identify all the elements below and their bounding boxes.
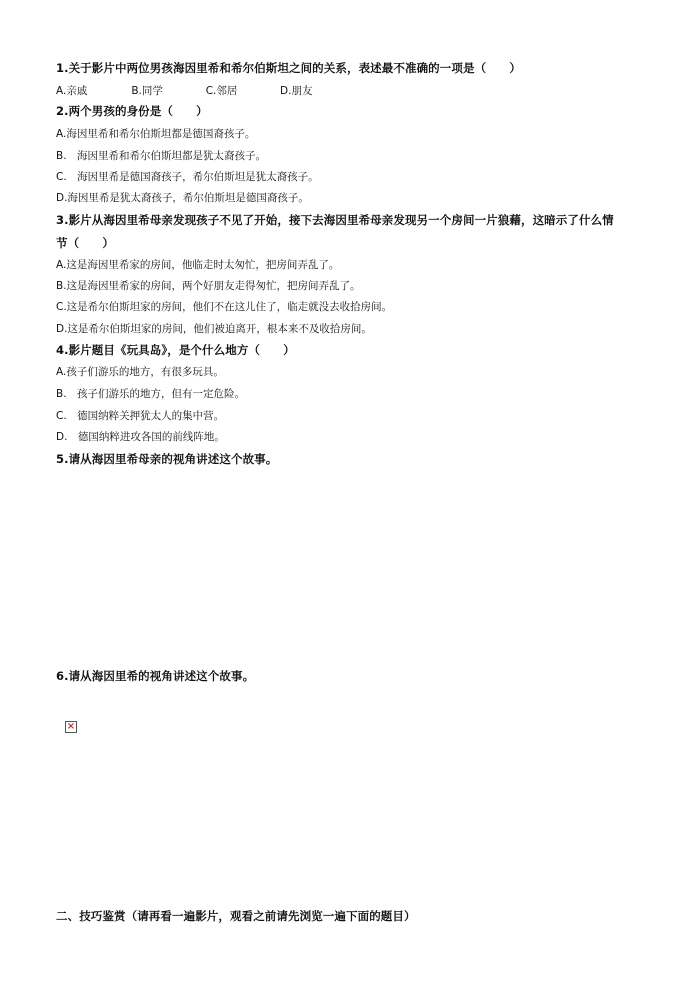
broken-image-icon: × <box>66 721 76 732</box>
q2-option-d: D.海因里希是犹太裔孩子，希尔伯斯坦是德国裔孩子。 <box>56 192 309 204</box>
q4-option-d: D. 德国纳粹进攻各国的前线阵地。 <box>56 431 225 443</box>
question-2-text: 2.两个男孩的身份是（ ） <box>56 104 208 118</box>
section-2-heading: 二、技巧鉴赏（请再看一遍影片，观看之前请先浏览一遍下面的题目） <box>56 909 416 923</box>
q4-option-b: B. 孩子们游乐的地方，但有一定危险。 <box>56 388 246 400</box>
q2-option-a: A.海因里希和希尔伯斯坦都是德国裔孩子。 <box>56 128 256 140</box>
question-4-text: 4.影片题目《玩具岛》，是个什么地方（ ） <box>56 343 295 357</box>
question-3-text-line2: 节（ ） <box>56 236 114 250</box>
q2-option-c: C. 海因里希是德国裔孩子，希尔伯斯坦是犹太裔孩子。 <box>56 171 319 183</box>
q3-option-d: D.这是希尔伯斯坦家的房间，他们被迫离开，根本来不及收拾房间。 <box>56 323 372 335</box>
question-5-text: 5.请从海因里希母亲的视角讲述这个故事。 <box>56 452 278 466</box>
q1-option-c: C.邻居 <box>205 85 238 97</box>
q3-option-b: B.这是海因里希家的房间，两个好朋友走得匆忙，把房间弄乱了。 <box>56 280 361 292</box>
q3-option-c: C.这是希尔伯斯坦家的房间，他们不在这儿住了，临走就没去收拾房间。 <box>56 301 393 313</box>
q4-option-c: C. 德国纳粹关押犹太人的集中营。 <box>56 410 225 422</box>
q3-option-a: A.这是海因里希家的房间，他临走时太匆忙，把房间弄乱了。 <box>56 259 340 271</box>
question-1-text: 1.关于影片中两位男孩海因里希和希尔伯斯坦之间的关系，表述最不准确的一项是（ ） <box>56 61 521 75</box>
question-1-options <box>56 84 312 98</box>
q1-option-a: A.亲戚 <box>56 85 88 97</box>
q4-option-a: A.孩子们游乐的地方，有很多玩具。 <box>56 366 224 378</box>
question-3-text-line1: 3.影片从海因里希母亲发现孩子不见了开始，接下去海因里希母亲发现另一个房间一片狼藉，这暗示了什么情 <box>56 213 614 227</box>
q1-option-d: D.朋友 <box>280 85 313 97</box>
q2-option-b: B. 海因里希和希尔伯斯坦都是犹太裔孩子。 <box>56 150 267 162</box>
q1-option-b: B.同学 <box>131 85 163 97</box>
question-6-text: 6.请从海因里希的视角讲述这个故事。 <box>56 669 255 683</box>
